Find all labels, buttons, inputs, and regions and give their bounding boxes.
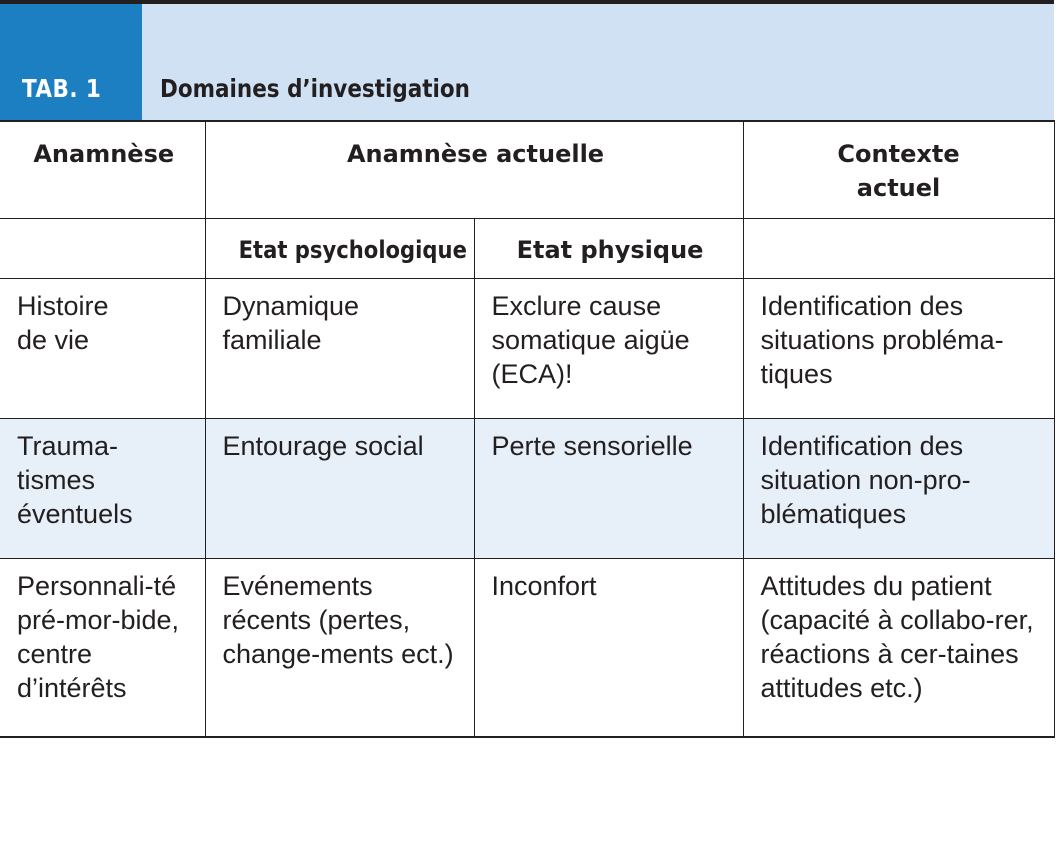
cell-etat-physique: Perte sensorielle [474,419,743,559]
table-title-bar [0,0,1054,120]
header-contexte-actuel-label: Contexte actuel [837,140,960,202]
investigation-table [0,120,1055,738]
header-anamnese [0,121,205,219]
cell-etat-psychologique: Dynamique familiale [205,279,474,419]
subheader-etat-physique-label: Etat physique [516,236,704,264]
cell-contexte-actuel: Identification des situations probléma-tiques [743,279,1054,419]
table-row [0,279,1054,419]
cell-contexte-actuel: Identification des situation non-pro-blématiques [743,419,1054,559]
subheader-etat-psychologique-label: Etat psychologique [238,236,467,264]
cell-anamnese: Personnali-té pré-mor-bide, centre d’intérêts [0,559,205,737]
cell-etat-psychologique: Evénements récents (pertes, change-ments ect.) [205,559,474,737]
tab-number-badge [0,4,142,120]
cell-etat-physique: Exclure cause somatique aigüe (ECA)! [474,279,743,419]
cell-etat-psychologique: Entourage social [205,419,474,559]
table-title: Domaines d’investigation [160,74,470,103]
cell-anamnese: Trauma-tismes éventuels [0,419,205,559]
subheader-empty-2 [743,219,1054,279]
header-anamnese-actuelle [205,121,743,219]
subheader-etat-physique [474,219,743,279]
cell-etat-physique: Inconfort [474,559,743,737]
tab-number-label: TAB. 1 [22,74,102,103]
cell-anamnese: Histoire de vie [0,279,205,419]
subheader-etat-psychologique [205,219,474,279]
header-anamnese-actuelle-label: Anamnèse actuelle [346,140,605,168]
title-divider [0,120,1054,122]
cell-contexte-actuel: Attitudes du patient (capacité à collabo-rer, réactions à cer-taines attitudes etc.) [743,559,1054,737]
header-contexte-actuel [743,121,1054,219]
table-row [0,419,1054,559]
table-row [0,559,1054,737]
header-anamnese-label: Anamnèse [33,140,175,168]
subheader-empty-1 [0,219,205,279]
